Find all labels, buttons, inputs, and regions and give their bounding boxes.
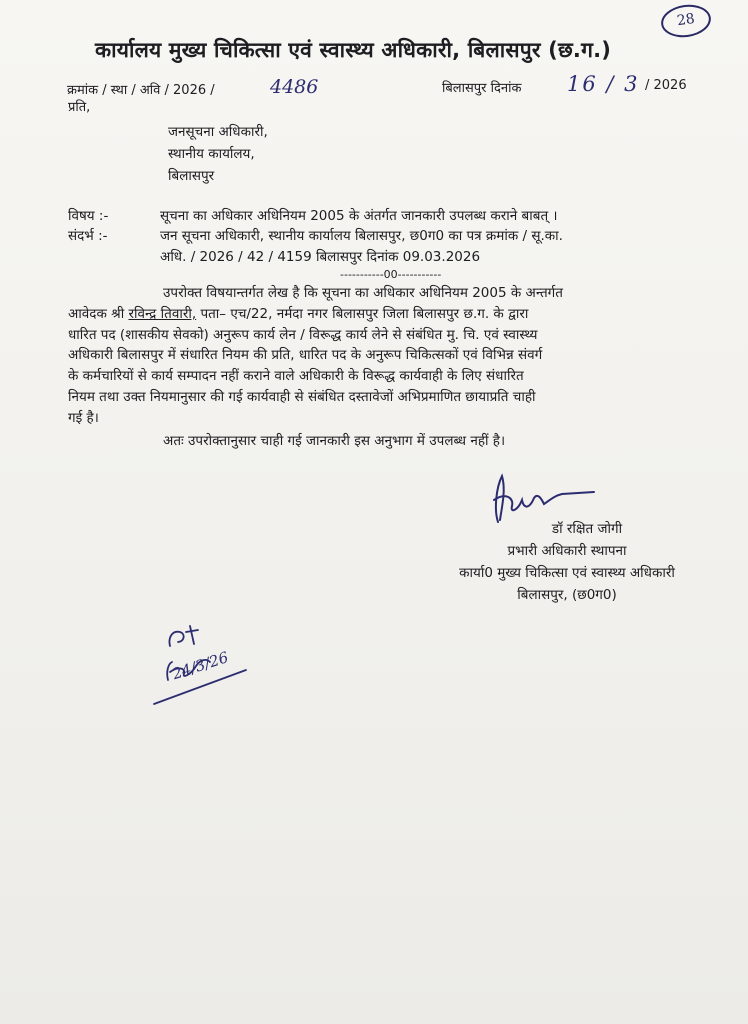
body-line-2a: आवेदक श्री <box>68 305 129 322</box>
body-line-4: अधिकारी बिलासपुर में संधारित नियम की प्रति, धारित पद के अनुरूप चिकित्सकों एवं विभिन्न संवर्ग <box>68 347 543 364</box>
applicant-name: रविन्द्र तिवारी, <box>128 305 197 322</box>
subject-text: सूचना का अधिकार अधिनियम 2005 के अंतर्गत जानकारी उपलब्ध कराने बाबत् । <box>160 208 558 224</box>
addressee-line-3: बिलासपुर <box>168 168 215 184</box>
reference-label: क्रमांक / स्था / अवि / 2026 / <box>67 83 215 98</box>
reference-letter-label: संदर्भ :- <box>68 228 108 244</box>
signatory-designation: प्रभारी अधिकारी स्थापना <box>507 543 627 559</box>
subject-label: विषय :- <box>68 208 109 224</box>
body-line-3: धारित पद (शासकीय सेवको) अनुरूप कार्य लेन / विरूद्ध कार्य लेने से संबंधित मु. चि. एवं स्वास्थ्य <box>68 326 538 343</box>
signatory-office: कार्या0 मुख्य चिकित्सा एवं स्वास्थ्य अधिकारी <box>459 565 675 581</box>
handwritten-date: 16 / 3 <box>567 72 640 96</box>
body-paragraph <box>68 283 718 429</box>
receipt-date: 24/3/26 <box>170 648 231 684</box>
reference-number: 4486 <box>270 76 319 98</box>
body-line-6: नियम तथा उक्त नियमानुसार की गई कार्यवाही से संबंधित दस्तावेजों अभिप्रमाणित छायाप्रति चाही <box>68 388 536 405</box>
page-number: 28 <box>675 10 696 30</box>
signatory-name: डॉ रक्षित जोगी <box>551 521 623 537</box>
signature-block <box>402 518 732 606</box>
date-year: / 2026 <box>645 78 687 93</box>
body-line-7: गई है। <box>68 409 99 426</box>
body-line-5: के कर्मचारियों से कार्य सम्पादन नहीं कराने वाले अधिकारी के विरूद्ध कार्यवाही के लिए संधारित <box>68 368 524 385</box>
page-number-mark <box>659 2 713 41</box>
signatory-place: बिलासपुर, (छ0ग0) <box>517 587 617 603</box>
separator: -----------00----------- <box>340 268 442 281</box>
body-line-2 <box>68 304 718 325</box>
body-line-2b: पता– एच/22, नर्मदा नगर बिलासपुर जिला बिलासपुर छ.ग. के द्वारा <box>196 305 529 322</box>
reference-letter-line-2: अधि. / 2026 / 42 / 4159 बिलासपुर दिनांक 09.03.2026 <box>160 249 481 265</box>
letterhead-title: कार्यालय मुख्य चिकित्सा एवं स्वास्थ्य अधिकारी, बिलासपुर (छ.ग.) <box>95 38 612 62</box>
prati-label: प्रति, <box>68 100 91 115</box>
place-date-label: बिलासपुर दिनांक <box>442 81 522 96</box>
reference-letter-line-1: जन सूचना अधिकारी, स्थानीय कार्यालय बिलासपुर, छ0ग0 का पत्र क्रमांक / सू.का. <box>160 228 563 244</box>
addressee-line-2: स्थानीय कार्यालय, <box>168 146 255 162</box>
body-line-1: उपरोक्त विषयान्तर्गत लेख है कि सूचना का अधिकार अधिनियम 2005 के अन्तर्गत <box>163 285 563 301</box>
addressee-line-1: जनसूचना अधिकारी, <box>168 124 268 140</box>
conclusion-text: अतः उपरोक्तानुसार चाही गई जानकारी इस अनुभाग में उपलब्ध नहीं है। <box>163 433 506 449</box>
